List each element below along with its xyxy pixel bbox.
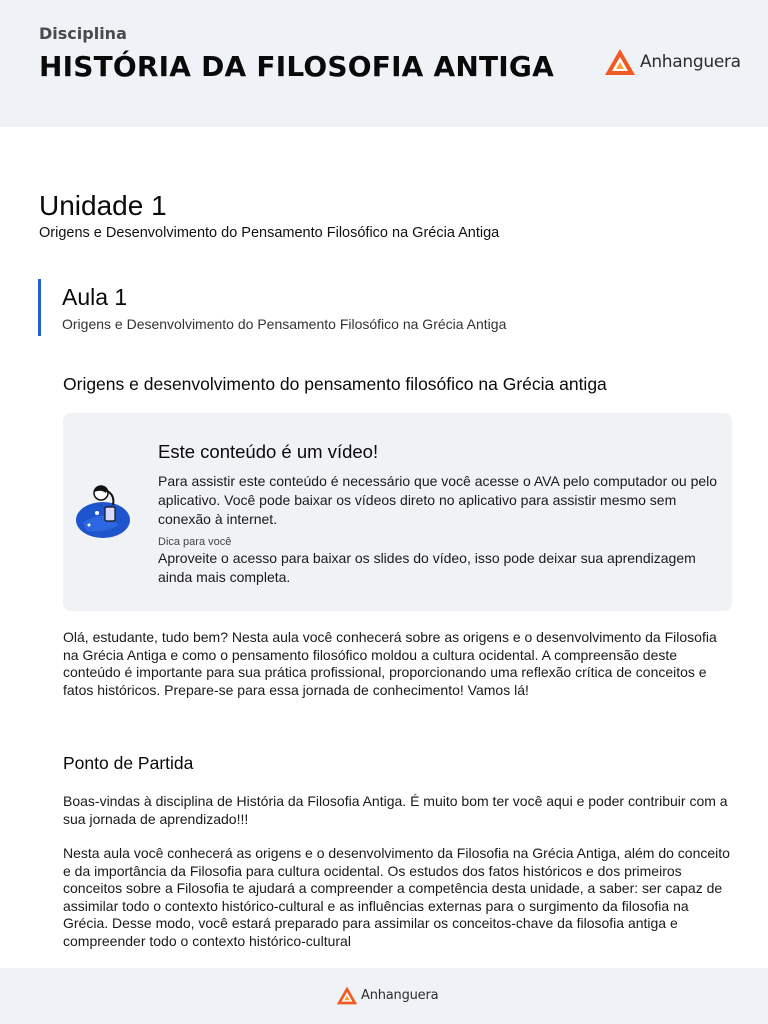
lesson-title: Aula 1 xyxy=(62,284,128,310)
callout-title: Este conteúdo é um vídeo! xyxy=(158,441,379,462)
discipline-title: HISTÓRIA DA FILOSOFIA ANTIGA xyxy=(39,50,554,83)
student-with-tablet-illustration xyxy=(75,483,133,539)
page-header xyxy=(0,0,768,127)
tip-label: Dica para você xyxy=(158,536,232,548)
starting-point-title: Ponto de Partida xyxy=(63,753,194,773)
footer-brand-logo xyxy=(336,986,438,1005)
page-footer xyxy=(0,968,768,1024)
brand-name: Anhanguera xyxy=(640,52,741,72)
lesson-subtitle: Origens e Desenvolvimento do Pensamento Filosófico na Grécia Antiga xyxy=(62,316,507,332)
starting-point-paragraph-2: Nesta aula você conhecerá as origens e o desenvolvimento da Filosofia na Grécia Antiga, além do conceito e da importância da Filosofia para cultura ocidental. Os estudos dos fatos históricos e dos primeiros conceitos sobre a Filosofia te ajudará a compreender a competência desta unidade, a saber: ser capaz de assimilar todo o contexto histórico-cultural e as influências externas para o surgimento da filosofia na Grécia. Desse modo, você estará preparado para assimilar os conceitos-chave da filosofia antiga e compreender todo o contexto histórico-cultural xyxy=(63,845,730,949)
lesson-accent-bar xyxy=(38,279,41,336)
unit-subtitle: Origens e Desenvolvimento do Pensamento Filosófico na Grécia Antiga xyxy=(39,225,500,241)
discipline-label: Disciplina xyxy=(39,24,127,43)
anhanguera-logo-icon xyxy=(604,48,636,76)
callout-body: Para assistir este conteúdo é necessário que você acesse o AVA pelo computador ou pelo aplicativo. Você pode baixar os vídeos direto no aplicativo para assistir mesmo sem conexão à internet. xyxy=(158,473,718,527)
section-title: Origens e desenvolvimento do pensamento filosófico na Grécia antiga xyxy=(63,374,607,394)
video-callout xyxy=(63,413,732,611)
tip-text: Aproveite o acesso para baixar os slides do vídeo, isso pode deixar sua aprendizagem ainda mais completa. xyxy=(158,550,696,585)
intro-paragraph: Olá, estudante, tudo bem? Nesta aula você conhecerá sobre as origens e o desenvolvimento da Filosofia na Grécia Antiga e como o pensamento filosófico moldou a cultura ocidental. A compreensão deste conteúdo é importante para sua prática profissional, proporcionando uma reflexão crítica de conceitos e fatos históricos. Prepare-se para essa jornada de conhecimento! Vamos lá! xyxy=(63,629,717,698)
footer-brand-name: Anhanguera xyxy=(361,988,439,1003)
anhanguera-logo-icon xyxy=(336,986,358,1005)
starting-point-paragraph-1: Boas-vindas à disciplina de História da Filosofia Antiga. É muito bom ter você aqui e poder contribuir com a sua jornada de aprendizado!!! xyxy=(63,793,728,827)
brand-logo xyxy=(604,48,741,76)
unit-title: Unidade 1 xyxy=(39,190,167,221)
